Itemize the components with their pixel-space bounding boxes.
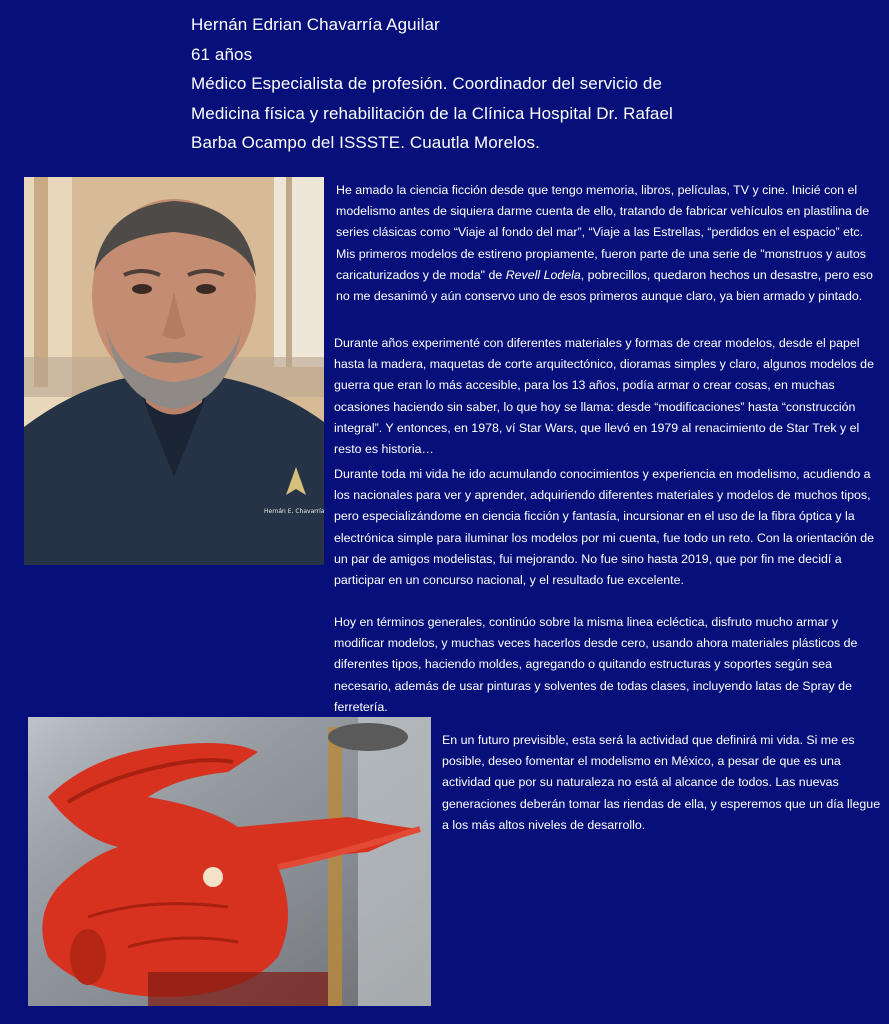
model-photo [28,717,431,1006]
paragraph-text: , pobrecillos, quedaron hechos un desastre, pero eso no me desanimó y aún conservo uno de esos primeros aunque claro, ya bien armado y pintado. [336,267,873,304]
paragraph-experience [334,464,881,591]
portrait-photo [24,177,324,565]
spaceship-model-illustration [28,717,431,1006]
paragraph-childhood [336,180,881,307]
badge-text: Hernán E. Chavarría [264,508,324,515]
author-profession-line: Barba Ocampo del ISSSTE. Cuautla Morelos. [191,133,540,152]
author-profession-line: Médico Especialista de profesión. Coordinador del servicio de [191,74,663,93]
paragraph-text: Durante toda mi vida he ido acumulando conocimientos y experiencia en modelismo, acudiendo a los nacionales para ver y aprender, adquiriendo diferentes materiales y modelos de muchos tipos, pero especializándome en ciencia ficción y fantasía, incursionar en el uso de la fibra óptica y la electrónica simple para iluminar los modelos por mi cuenta, fue todo un reto. Con la orientación de un par de amigos modelistas, fui mejorando. No fue sino hasta 2019, que por fin me decidí a participar en un concurso nacional, y el resultado fue excelente. [334,467,874,588]
author-age: 61 años [191,44,253,64]
brand-name: Revell Lodela [505,267,581,282]
paragraph-text: He amado la ciencia ficción desde que tengo memoria, libros, películas, TV y cine. Inicié con el modelismo antes de siquiera darme cuenta de ello, tratando de fabricar vehículos en plastilina de series clásicas como “Viaje al fondo del mar”, “Viaje a las Estrellas, “perdidos en el espacio” etc. Mis primeros modelos de estireno propiamente, fueron parte de una serie de "monstruos y autos caricaturizados y de moda" de [336,183,870,282]
author-profession-line: Medicina física y rehabilitación de la Clínica Hospital Dr. Rafael [191,103,673,123]
paragraph-current [334,612,881,718]
paragraph-future [442,730,882,836]
portrait-illustration [24,177,324,565]
paragraph-experiments [334,333,881,460]
paragraph-text: En un futuro previsible, esta será la actividad que definirá mi vida. Si me es posible, deseo fomentar el modelismo en México, a pesar de que es una actividad que por su naturaleza no está al alcance de todos. Las nuevas generaciones deberán tomar las riendas de ella, y esperemos que un día llegue a los más altos niveles de desarrollo. [442,733,881,832]
author-header [191,10,751,158]
paragraph-text: Durante años experimenté con diferentes materiales y formas de crear modelos, desde el papel hasta la madera, maquetas de corte arquitectónico, dioramas simples y claro, algunos modelos de guerra que eran lo más accesible, para los 13 años, podía armar o crear cosas, en muchas ocasiones haciendo sin saber, lo que hoy se llama: desde “modificaciones” hasta “construcción integral”. Y entonces, en 1978, ví Star Wars, que llevó en 1979 al renacimiento de Star Trek y el resto es historia… [334,336,874,457]
author-name: Hernán Edrian Chavarría Aguilar [191,15,440,34]
paragraph-text: Hoy en términos generales, continúo sobre la misma linea ecléctica, disfruto mucho armar y modificar modelos, y muchas veces hacerlos desde cero, usando ahora materiales plásticos de diferentes tipos, haciendo moldes, agregando o quitando estructuras y soportes según sea necesario, además de usar pinturas y solventes de todas clases, incluyendo latas de Spray de ferretería. [334,615,858,714]
